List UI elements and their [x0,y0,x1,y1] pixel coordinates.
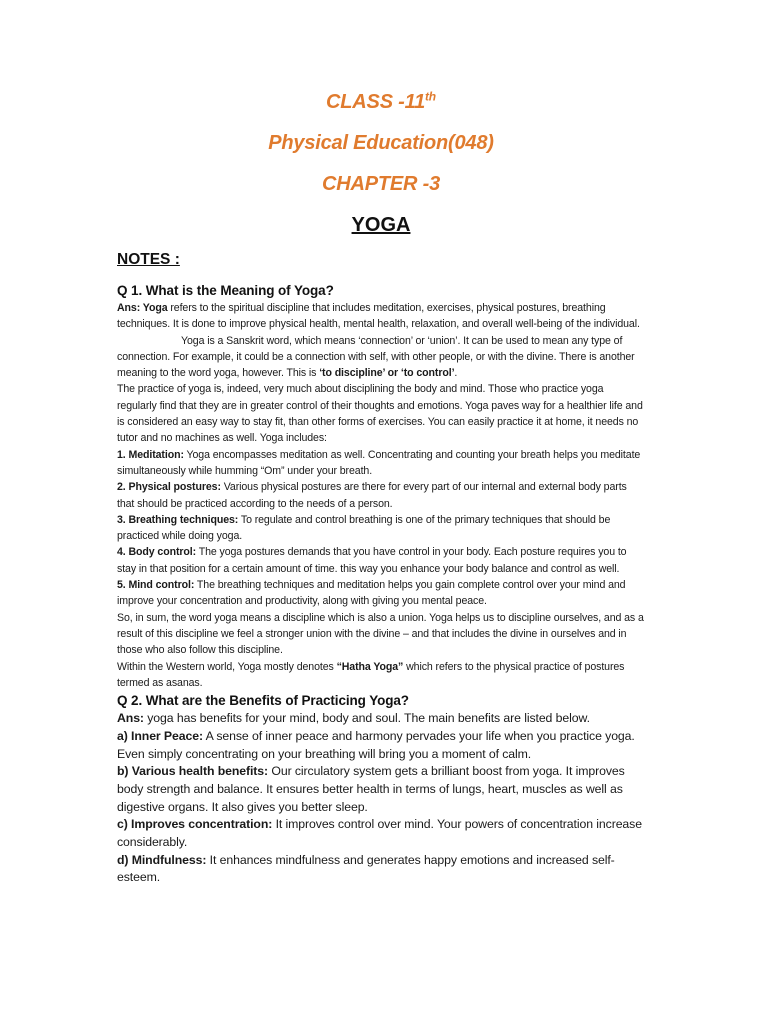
topic-title: YOGA [351,214,411,236]
answer-1-para-4: So, in sum, the word yoga means a discipline which is also a union. Yoga helps us to discipline ourselves, and as a result of this discipline we feel a stronger union with the divine – and that includes the divine in ourselves and in those who also follow this discipline. [117,611,644,657]
class-title: CLASS -11th [326,89,436,113]
list-item: 3. Breathing techniques: To regulate and control breathing is one of the primary techniques that should be practiced while doing yoga. [117,513,611,543]
document-page [117,86,645,887]
answer-2-intro: Ans: yoga has benefits for your mind, body and soul. The main benefits are listed below. [117,711,590,726]
class-superscript: th [425,89,436,104]
answer-1-para-5: Within the Western world, Yoga mostly denotes “Hatha Yoga” which refers to the physical practice of postures termed as asanas. [117,660,625,689]
notes-heading: NOTES : [117,251,180,268]
list-item: 2. Physical postures: Various physical postures are there for every part of our internal and external body parts that should be practiced according to the needs of a person. [117,481,627,510]
question-1: Q 1. What is the Meaning of Yoga? [117,283,334,298]
list-item: b) Various health benefits: Our circulatory system gets a brilliant boost from yoga. It improves body strength and balance. It ensures better health in terms of lungs, heart, muscles as well as digestive organs. It also gives you better sleep. [117,764,625,814]
list-item: 1. Meditation: Yoga encompasses meditation as well. Concentrating and counting your breath helps you meditate simultaneously while humming “Om” under your breath. [117,448,641,477]
answer-1-intro: Ans: Yoga refers to the spiritual discipline that includes meditation, exercises, physical postures, breathing techniques. It is done to improve physical health, mental health, relaxation, and overall well-being of the individual. [117,302,640,331]
list-item: c) Improves concentration: It improves control over mind. Your powers of concentration increase considerably. [117,817,642,850]
list-item: 5. Mind control: The breathing techniques and meditation helps you gain complete control over your mind and improve your concentration and productivity, along with giving you mental peace. [117,579,626,608]
list-item: a) Inner Peace: A sense of inner peace and harmony pervades your life when you practice yoga. Even simply concentrating on your breathing will bring you a moment of calm. [117,728,635,761]
list-item: d) Mindfulness: It enhances mindfulness and generates happy emotions and increased self-esteem. [117,852,615,885]
list-item: 4. Body control: The yoga postures demands that you have control in your body. Each posture requires you to stay in that position for a certain amount of time. this way you enhance your body balance and control as well. [117,546,627,575]
answer-1 [117,300,645,691]
subject-title: Physical Education(048) [268,132,494,154]
chapter-title: CHAPTER -3 [321,173,440,195]
answer-2 [117,710,645,887]
answer-1-para-2: Yoga is a Sanskrit word, which means ‘connection’ or ‘union’. It can be used to mean any type of connection. For example, it could be a connection with self, with other people, or with the divine. There is another meaning to the word yoga, however. This is ‘to discipline’ or ‘to control’. [117,334,635,380]
question-2: Q 2. What are the Benefits of Practicing Yoga? [117,693,409,709]
answer-1-para-3: The practice of yoga is, indeed, very much about disciplining the body and mind. Those who practice yoga regularly find that they are in greater control of their thoughts and emotions. Yoga paves way for a healthier life and is considered an easy way to stay fit, than other forms of exercises. You can easily practice it at home, it needs no tutor and no machines as well. Yoga includes: [117,383,643,445]
